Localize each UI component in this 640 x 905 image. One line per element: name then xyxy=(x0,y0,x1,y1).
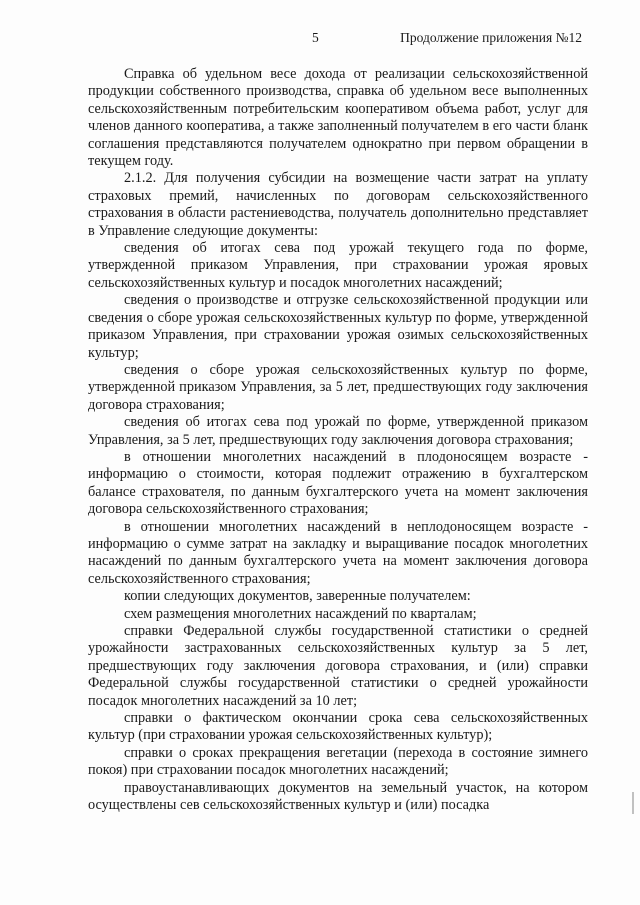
page-number: 5 xyxy=(312,30,319,45)
paragraph-vegetation-end-certificates: справки о сроках прекращения вегетации (перехода в состояние зимнего покоя) при страховании посадок многолетних насаждений; xyxy=(88,744,588,779)
document-body xyxy=(88,66,588,814)
paragraph-section-2-1-2: 2.1.2. Для получения субсидии на возмещение части затрат на уплату страховых премий, начисленных по договорам сельскохозяйственного страхования в области растениеводства, получатель дополнительно представляет в Управление следующие документы: xyxy=(88,170,588,239)
paragraph-production-shipment-info: сведения о производстве и отгрузке сельскохозяйственной продукции или сведения о сборе урожая сельскохозяйственных культур по форме, утвержденной приказом Управления, при страховании урожая озимых сельскохозяйственных культур; xyxy=(88,292,588,361)
paragraph-certified-copies: копии следующих документов, заверенные получателем: xyxy=(124,588,471,605)
scan-artifact-mark xyxy=(632,792,634,814)
paragraph-sowing-completion-certificates: справки о фактическом окончании срока сева сельскохозяйственных культур (при страховании урожая сельскохозяйственных культур); xyxy=(88,710,588,744)
paragraph-fruiting-plantations-value: в отношении многолетних насаждений в плодоносящем возрасте - информацию о стоимости, которая подлежит отражению в бухгалтерском балансе страхователя, по данным бухгалтерского учета на момент заключения договора сельскохозяйственного страхования; xyxy=(88,448,588,518)
page-header xyxy=(88,30,582,50)
paragraph-land-title-documents: правоустанавливающих документов на земельный участок, на котором осуществлены сев сельскохозяйственных культур и (или) посадка xyxy=(88,779,588,814)
paragraph-harvest-info-5-years: сведения о сборе урожая сельскохозяйственных культур по форме, утвержденной приказом Управления, за 5 лет, предшествующих году заключения договора страхования; xyxy=(88,361,588,413)
paragraph-non-fruiting-plantations-costs: в отношении многолетних насаждений в неплодоносящем возрасте - информацию о сумме затрат на закладку и выращивание посадок многолетних насаждений по данным бухгалтерского учета на момент заключения договора сельскохозяйственного страхования; xyxy=(88,518,588,587)
appendix-continuation-title: Продолжение приложения №12 xyxy=(400,30,582,45)
paragraph-sowing-results-current-year: сведения об итогах сева под урожай текущего года по форме, утвержденной приказом Управления, при страховании урожая яровых сельскохозяйственных культур и посадок многолетних насаждений; xyxy=(88,240,588,291)
paragraph-plantation-layout-schemes: схем размещения многолетних насаждений по кварталам; xyxy=(124,605,477,622)
paragraph-statistics-yield-certificates: справки Федеральной службы государственной статистики о средней урожайности застрахованных сельскохозяйственных культур за 5 лет, предшествующих году заключения договора страхования, и (или) справки Федеральной службы государственной статистики о средней урожайности посадок многолетних насаждений за 10 лет; xyxy=(88,623,588,709)
paragraph-sowing-results-5-years: сведения об итогах сева под урожай по форме, утвержденной приказом Управления, за 5 лет, предшествующих году заключения договора страхования; xyxy=(88,414,588,448)
paragraph-share-of-income-certificate: Справка об удельном весе дохода от реализации сельскохозяйственной продукции собственного производства, справка об удельном весе выполненных сельскохозяйственным потребительским кооперативом объема работ, услуг для членов данного кооператива, а также заполненный получателем в его части бланк соглашения представляются получателем однократно при первом обращении в текущем году. xyxy=(88,66,588,170)
